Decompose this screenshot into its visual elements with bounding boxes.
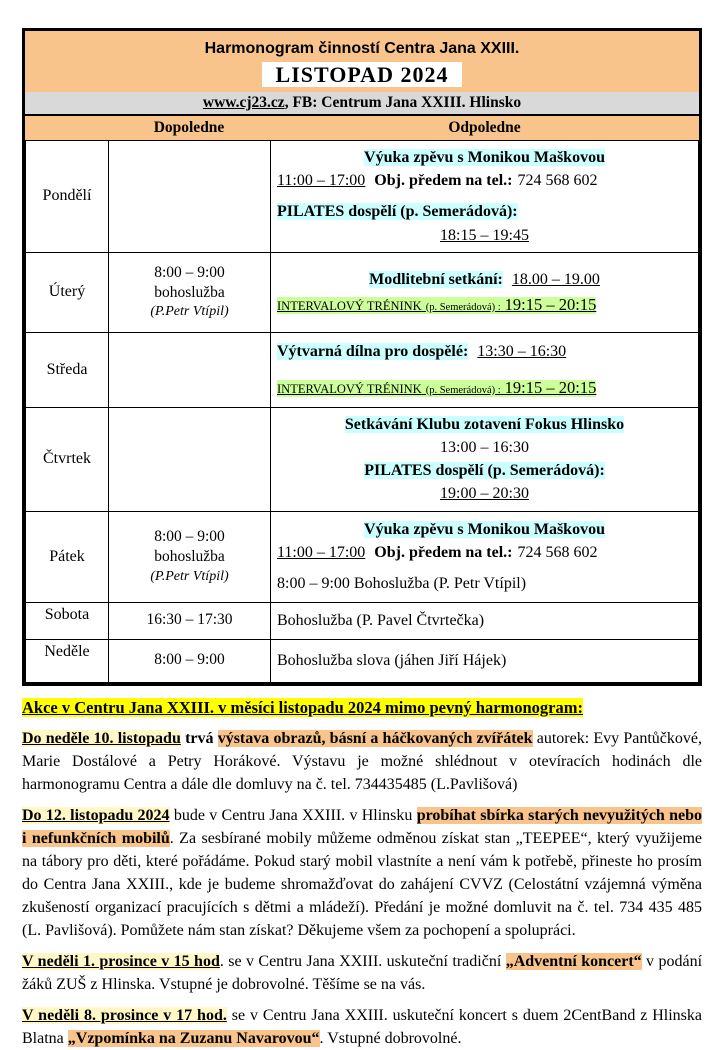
monday-booking-phone: 724 568 602 [517, 172, 598, 190]
tuesday-prayer-line [277, 268, 692, 291]
monday-pilates-line [277, 200, 692, 223]
schedule-table [25, 140, 699, 683]
wednesday-interval-training [277, 377, 597, 397]
friday-booking-line [277, 541, 692, 564]
saturday-service: Bohoslužba (P. Pavel Čtvrtečka) [271, 602, 699, 639]
thursday-club-line [277, 413, 692, 436]
p4-mid-text: se v Centru Jana XXIII. uskuteční koncert s duem 2CentBand z Hlinska Blatna [22, 1006, 702, 1047]
events-heading [22, 697, 702, 719]
tuesday-interval-training [277, 294, 597, 314]
p2-mid-text: bude v Centru Jana XXIII. v Hlinsku [169, 806, 417, 824]
table-row-sunday [26, 639, 699, 682]
day-label-tuesday: Úterý [26, 252, 109, 332]
friday-morning-activity: bohoslužba [154, 548, 225, 566]
friday-booking-label: Obj. předem na tel.: [374, 543, 513, 561]
monday-singing-time: 11:00 – 17:00 [277, 172, 366, 190]
facebook-label: , FB: Centrum Jana XXIII. Hlinsko [284, 94, 522, 111]
p1-rest-text: autorek: Evy Pantůčkové, Marie Dostálové a Petry Horákové. Výstavu je možné shlédnout v otevíracích hodinách dle harmonogramu Centra a dále dle domluvy na č. tel. 734435485 (L.Pavlišová) [22, 729, 702, 793]
monday-booking-label: Obj. předem na tel.: [374, 172, 513, 190]
p3-mid-text: . se v Centru Jana XXIII. uskuteční tradiční [219, 952, 506, 970]
tuesday-afternoon-cell [271, 252, 699, 332]
monday-pilates-time: 18:15 – 19:45 [440, 226, 529, 244]
p3-rest-text: v podání žáků ZUŠ z Hlinska. Vstupné je dobrovolné. Těšíme se na vás. [22, 952, 703, 993]
monday-singing-line [277, 146, 692, 169]
table-row-monday [26, 141, 699, 253]
wednesday-afternoon-cell [271, 332, 699, 407]
p1-date-lead: Do neděle 10. listopadu [22, 729, 181, 747]
thursday-pilates-time-line [277, 482, 692, 505]
table-row-tuesday [26, 252, 699, 332]
p2-date-lead: Do 12. listopadu 2024 [22, 806, 170, 824]
monday-singing-title: Výuka zpěvu s Monikou Maškovou [364, 149, 605, 166]
monday-pilates-time-line [277, 224, 692, 247]
day-label-saturday: Sobota [26, 602, 109, 639]
sunday-service: Bohoslužba slova (jáhen Jiří Hájek) [271, 639, 699, 682]
tuesday-interval-person: (p. Semerádová) : [425, 301, 501, 313]
thursday-club-time: 13:00 – 16:30 [440, 438, 529, 456]
column-header-row [25, 116, 699, 140]
day-label-sunday: Neděle [26, 639, 109, 682]
monday-booking-line [277, 169, 692, 192]
month-label: LISTOPAD 2024 [262, 62, 463, 87]
friday-morning-person: (P.Petr Vtípil) [150, 568, 229, 584]
p4-highlight: „Vzpomínka na Zuzanu Navarovou“ [67, 1029, 320, 1047]
p1-mid-text: trvá [180, 729, 218, 747]
day-label-wednesday: Středa [26, 332, 109, 407]
page-title: Harmonogram činností Centra Jana XXIII. [204, 40, 520, 57]
friday-singing-line [277, 518, 692, 541]
friday-singing-title: Výuka zpěvu s Monikou Maškovou [364, 520, 605, 538]
wednesday-interval-person: (p. Semerádová) : [425, 384, 501, 396]
wednesday-interval-time: 19:15 – 20:15 [504, 377, 597, 397]
table-row-wednesday [26, 332, 699, 407]
monday-afternoon-cell [271, 141, 699, 253]
wednesday-workshop-title: Výtvarná dílna pro dospělé: [277, 342, 469, 360]
website-link[interactable]: www.cj23.cz [202, 94, 285, 111]
table-row-saturday [26, 602, 699, 639]
wednesday-interval-title: INTERVALOVÝ TRÉNINK [277, 381, 422, 396]
day-column-spacer [25, 117, 108, 138]
p4-rest-text: . Vstupné dobrovolné. [319, 1029, 462, 1047]
p2-highlight: probíhat sbírka starých nevyužitých nebo i nefunkčních mobilů [22, 806, 703, 847]
tuesday-morning-cell [109, 252, 271, 332]
p3-date-lead: V neděli 1. prosince v 15 hod [22, 952, 220, 970]
wednesday-morning-cell [109, 332, 271, 407]
tuesday-prayer-time: 18.00 – 19.00 [511, 270, 600, 288]
p3-highlight: „Adventní koncert“ [505, 952, 642, 970]
day-label-monday: Pondělí [26, 141, 109, 253]
event-paragraph-exhibition [22, 727, 702, 796]
thursday-club-title: Setkávání Klubu zotavení Fokus Hlinsko [344, 415, 625, 433]
wednesday-workshop-line [277, 340, 692, 363]
friday-morning-cell [109, 511, 271, 602]
tuesday-prayer-title: Modlitební setkání: [369, 270, 503, 288]
events-section [22, 697, 702, 1050]
tuesday-interval-time: 19:15 – 20:15 [504, 294, 597, 314]
p4-date-lead: V neděli 8. prosince v 17 hod. [22, 1006, 227, 1024]
friday-singing-time: 11:00 – 17:00 [277, 543, 366, 561]
table-row-friday [26, 511, 699, 602]
month-row [25, 61, 699, 89]
thursday-morning-cell [109, 407, 271, 511]
thursday-afternoon-cell [271, 407, 699, 511]
p2-rest-text: . Za sesbírané mobily můžeme odměnou získat stan „TEEPEE“, který využijeme na tábory pro děti, které pořádáme. Pokud starý mobil vlastníte a není vám k potřebě, přineste ho prosím do Centra Jana XXIII., kde je budeme shromažďovat do zahájení CVVZ (Celostátní vzájemná výměna zkušeností organizací pracujících s dětmi a mládeží). Předání je možné domluvit na č. tel. 734 435 485 (L. Pavlišová). Pomůžete nám stan získat? Děkujeme všem za pochopení a spolupráci. [22, 829, 702, 939]
event-paragraph-advent-concert [22, 950, 702, 996]
wednesday-workshop-time: 13:30 – 16:30 [477, 342, 567, 360]
p1-highlight: výstava obrazů, básní a háčkovaných zvířátek [217, 729, 533, 747]
tuesday-interval-line [277, 293, 692, 317]
thursday-pilates-time: 19:00 – 20:30 [440, 485, 529, 503]
thursday-pilates-title: PILATES dospělí (p. Semerádová): [364, 462, 605, 480]
day-label-friday: Pátek [26, 511, 109, 602]
monday-pilates-title: PILATES dospělí (p. Semerádová): [277, 203, 518, 221]
contact-row [25, 92, 699, 116]
friday-extra-service: 8:00 – 9:00 Bohoslužba (P. Petr Vtípil) [277, 575, 527, 593]
table-row-thursday [26, 407, 699, 511]
monday-morning-cell [109, 141, 271, 253]
friday-morning-time: 8:00 – 9:00 [154, 528, 225, 546]
column-header-morning: Dopoledne [153, 119, 225, 136]
friday-afternoon-cell [271, 511, 699, 602]
thursday-pilates-line [277, 459, 692, 482]
tuesday-morning-time: 8:00 – 9:00 [154, 264, 225, 282]
sunday-time: 8:00 – 9:00 [109, 639, 271, 682]
tuesday-interval-title: INTERVALOVÝ TRÉNINK [277, 298, 422, 313]
tuesday-morning-person: (P.Petr Vtípil) [150, 304, 229, 320]
schedule-sheet [22, 28, 702, 686]
events-heading-text: Akce v Centru Jana XXIII. v měsíci listopadu 2024 mimo pevný harmonogram: [22, 697, 583, 717]
sheet-header [25, 31, 699, 140]
event-paragraph-navarova-concert [22, 1004, 702, 1050]
event-paragraph-phone-collection [22, 804, 702, 942]
saturday-time: 16:30 – 17:30 [109, 602, 271, 639]
tuesday-morning-activity: bohoslužba [154, 284, 225, 302]
wednesday-interval-line [277, 376, 692, 400]
column-header-afternoon: Odpoledne [448, 119, 521, 136]
day-label-thursday: Čtvrtek [26, 407, 109, 511]
friday-booking-phone: 724 568 602 [517, 543, 598, 561]
